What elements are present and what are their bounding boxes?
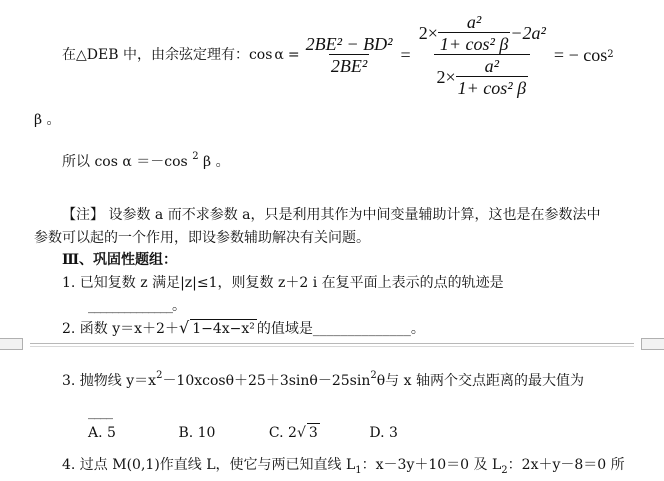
question-4-sub-2: 2: [501, 465, 508, 476]
option-c-sqrt: 3: [308, 425, 318, 441]
question-3-sup-2: 2: [370, 370, 377, 381]
conclusion-prefix: 所以 cos: [62, 154, 118, 170]
fraction-2-denominator: [434, 54, 530, 97]
inner-num-top: a²: [466, 12, 482, 32]
alpha-symbol: α: [274, 47, 284, 63]
inner-num-bottom: 1+ cos² β: [439, 34, 509, 54]
fraction-2-numerator-tail: −2a²: [510, 23, 546, 43]
equals-1: =: [287, 47, 300, 63]
question-4-suffix: ：2x＋y－8＝0 所: [507, 457, 625, 473]
question-3-sup-1: 2: [156, 370, 163, 381]
question-2-prefix: 2. 函数 y＝x＋2＋: [62, 321, 179, 337]
beta-continuation: β 。: [34, 112, 61, 128]
result-superscript: 2: [607, 49, 614, 60]
page-break-line-2: [30, 346, 634, 347]
question-2-suffix: 的值域是______________。: [256, 321, 425, 337]
fraction-2-denominator-inner: [456, 57, 529, 97]
option-b: B. 10: [178, 425, 216, 441]
question-3-line: [62, 367, 584, 390]
question-2-line: 2. 函数 y＝x＋2＋√ 1−4x−x² 的值域是______________。: [62, 318, 425, 337]
fraction-2: [417, 13, 548, 97]
fraction-2-denominator-coef: 2×: [436, 67, 456, 87]
question-3-suffix: θ与 x 轴两个交点距离的最大值为: [376, 373, 584, 389]
conclusion-line: [62, 148, 230, 171]
law-of-cosines-line: [62, 10, 614, 100]
section-title: Ⅲ、巩固性题组：: [62, 252, 178, 268]
fraction-1-denominator: 2BE²: [330, 56, 368, 76]
fraction-1: [304, 35, 395, 75]
question-3-prefix: 3. 抛物线 y＝x: [62, 373, 157, 389]
page-break-left-tab: [0, 338, 23, 350]
question-4-line: [62, 456, 625, 480]
question-2-sqrt: 1−4x−x²: [192, 321, 255, 337]
fraction-2-numerator-coef: 2×: [418, 23, 438, 43]
option-d: D. 3: [369, 425, 398, 441]
page-break-right-tab: [641, 338, 664, 350]
question-3-options: [88, 423, 398, 442]
question-1-blank: ______________。: [88, 298, 185, 314]
page-break-separator: [0, 338, 664, 352]
fraction-1-numerator: 2BE² − BD²: [305, 34, 393, 54]
inner-den-bottom: 1+ cos² β: [457, 78, 527, 98]
question-3-middle: －10xcosθ＋25＋3sinθ－25sin: [162, 373, 371, 389]
conclusion-rest: ＝－cos: [136, 154, 188, 170]
question-1-line: 1. 已知复数 z 满足|z|≤1，则复数 z＋2 i 在复平面上表示的点的轨迹是: [62, 275, 504, 291]
fraction-2-numerator-inner: [438, 13, 511, 53]
option-c-label: C. 2: [268, 425, 297, 441]
note-line-2: 参数可以起的一个作用，即设参数辅助解决有关问题。: [34, 230, 370, 246]
option-a: A. 5: [88, 425, 116, 441]
fraction-2-numerator: [417, 13, 548, 54]
page-break-line-1: [30, 343, 634, 344]
question-4-middle: ：x－3y＋10＝0 及 L: [361, 457, 502, 473]
question-4-sub-1: 1: [355, 465, 362, 476]
conclusion-beta: β 。: [203, 154, 230, 170]
question-4-prefix: 4. 过点 M(0,1)作直线 L，使它与两已知直线 L: [62, 457, 356, 473]
note-line-1: 【注】 设参数 a 而不求参数 a，只是利用其作为中间变量辅助计算，这也是在参数法中: [62, 207, 601, 223]
result-expression: = − cos: [553, 45, 608, 65]
inner-den-top: a²: [484, 56, 500, 76]
conclusion-alpha: α: [122, 154, 132, 170]
line1-prefix: 在△DEB 中，由余弦定理有：cos: [62, 47, 273, 63]
equals-2: =: [400, 45, 411, 65]
question-3-blank: ____: [88, 404, 112, 420]
option-c: C. 2√ 3: [268, 425, 318, 441]
conclusion-sup: 2: [192, 151, 199, 162]
